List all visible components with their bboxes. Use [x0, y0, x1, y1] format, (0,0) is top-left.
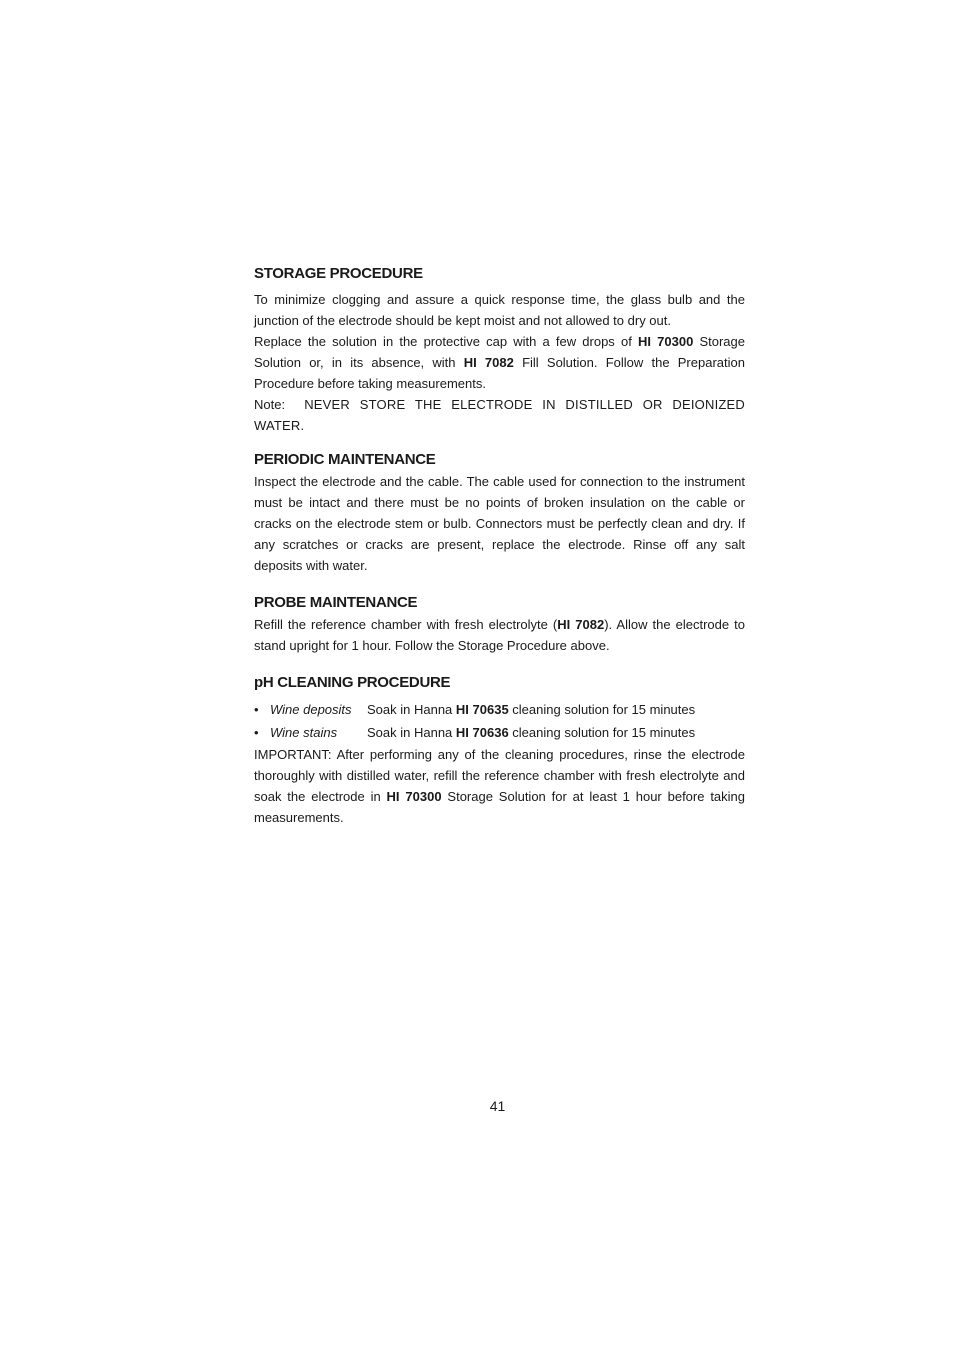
cleaning-item-text: Soak in Hanna: [367, 725, 456, 740]
probe-text-1: Refill the reference chamber with fresh electrolyte (: [254, 617, 558, 632]
cleaning-item-text: cleaning solution for 15 minutes: [508, 725, 696, 740]
cleaning-list: [254, 698, 745, 744]
bullet-icon: •: [254, 702, 259, 717]
storage-paragraph-2: [254, 331, 745, 394]
periodic-paragraph: Inspect the electrode and the cable. The cable used for connection to the instrument must be intact and there must be no points of broken insulation on the cable or cracks on the electrode stem or bulb. Connectors must be perfectly clean and dry. If any scratches or cracks are present, replace the electrode. Rinse off any salt deposits with water.: [254, 474, 745, 573]
list-item: [254, 721, 745, 744]
cleaning-item-name: Wine deposits: [270, 702, 352, 717]
storage-p2-text-3: Fill Solution. Follow the Preparation Procedure before taking measurements.: [254, 355, 745, 391]
cleaning-item-text: Soak in Hanna: [367, 702, 456, 717]
storage-note: [254, 394, 745, 436]
product-code-hi7082: HI 7082: [463, 355, 514, 370]
storage-p2-text-1: Replace the solution in the protective cap with a few drops of: [254, 334, 638, 349]
product-code-hi70300: HI 70300: [386, 789, 442, 804]
product-code-hi70636: HI 70636: [455, 725, 509, 740]
bullet-icon: •: [254, 725, 259, 740]
list-item: [254, 698, 745, 721]
storage-paragraph-1: To minimize clogging and assure a quick response time, the glass bulb and the junction of the electrode should be kept moist and not allowed to dry out.: [254, 292, 745, 328]
storage-p2-text-2: Storage Solution or, in its absence, with: [254, 334, 745, 370]
ph-cleaning-heading: pH CLEANING PROCEDURE: [254, 674, 451, 691]
cleaning-item-desc: [367, 721, 695, 744]
note-label: Note:: [254, 397, 286, 412]
periodic-maintenance-heading: PERIODIC MAINTENANCE: [254, 451, 436, 468]
important-text: After performing any of the cleaning procedures, rinse the electrode thoroughly with distilled water, refill the reference chamber with fresh electrolyte and soak the electrode in: [254, 747, 745, 804]
product-code-hi70300: HI 70300: [637, 334, 694, 349]
important-label: IMPORTANT:: [254, 747, 332, 762]
cleaning-item-text: cleaning solution for 15 minutes: [508, 702, 696, 717]
product-code-hi70635: HI 70635: [455, 702, 509, 717]
probe-paragraph: [254, 614, 745, 656]
cleaning-item-desc: [367, 698, 695, 721]
probe-maintenance-heading: PROBE MAINTENANCE: [254, 594, 418, 611]
product-code-hi7082: HI 7082: [557, 617, 605, 632]
storage-procedure-heading: STORAGE PROCEDURE: [254, 265, 423, 282]
cleaning-item-name: Wine stains: [270, 725, 338, 740]
page-number: 41: [489, 1098, 506, 1114]
important-text-2: Storage Solution for at least 1 hour before taking measurements.: [254, 789, 746, 825]
probe-text-2: ). Allow the electrode to stand upright for 1 hour. Follow the Storage Procedure above.: [254, 617, 745, 653]
page-content: [254, 263, 745, 828]
important-paragraph: [254, 744, 745, 828]
note-text: NEVER STORE THE ELECTRODE IN DISTILLED OR DEIONIZED WATER.: [254, 397, 745, 433]
